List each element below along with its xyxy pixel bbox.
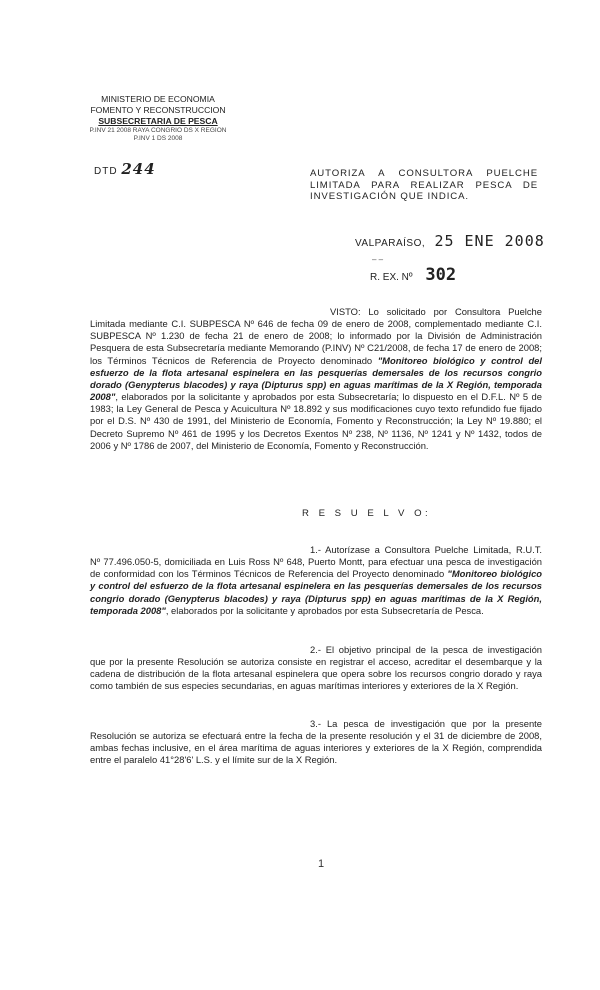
ministry-subname: FOMENTO Y RECONSTRUCCION (90, 105, 226, 115)
article-1-text-1: R.U.T. Nº 77.496.050-5, domiciliada en Luis Ross Nº 648, Puerto Montt, para efectuar una pesca de investigación de conformidad con los Términos Técnicos de Referencia del Proyecto denominado (90, 544, 542, 580)
project-title: "Monitoreo biológico y control del esfuerzo de la flota artesanal espinelera en las pesquerías demersales de los recursos congrio dorado (Genypterus blacodes) y raya (Dipturus spp) en aguas marítimas de la X Región, temporada 2008" (90, 354, 543, 403)
article-2-lead: 2.- El objetivo principal de la pesca de (310, 644, 484, 655)
subsecretaria-name: SUBSECRETARIA DE PESCA (98, 116, 218, 126)
article-3 (90, 718, 542, 767)
ministry-name: MINISTERIO DE ECONOMIA (101, 94, 215, 104)
page-mark: 1 (318, 858, 325, 870)
article-1-lead: 1.- Autorízase a Consultora Puelche Limitada, (310, 544, 512, 555)
visto-lead: VISTO: (330, 306, 361, 317)
visto-text-2: , elaborados por la solicitante y aprobados por esta Subsecretaría; lo dispuesto en el D.F.L. Nº 5 de 1983; la Ley General de Pesca y Acuicultura Nº 18.892 y sus modificaciones cuyo texto refundido fue fijado por el D.S. Nº 430 de 1991, del Ministerio de Economía, Fomento y Reconstrucción; la Ley Nº 19.880; el Decreto Supremo Nº 461 de 1995 y los Decretos Exentos Nº 238, Nº 1136, Nº 1241 y Nº 1432, todos de 2006 y Nº 1786 de 2007, del Ministerio de Economía, Fomento y Reconstrucción. (90, 391, 542, 451)
visto-text-1: Lo solicitado por Consultora Puelche Limitada mediante C.I. SUBPESCA Nº 646 de fecha 09 de enero de 2008, complementado mediante C.I. SUBPESCA Nº 1.230 de fecha 21 de enero de 2008; lo informado por la División de Administración Pesquera de esta Subsecretaría mediante Memorando (P.INV) Nº C21/2008, de fecha 17 de enero de 2008; los Términos Técnicos de Referencia de Proyecto denominado (90, 306, 542, 366)
article-3-lead: 3.- La pesca de investigación que por la presente (310, 718, 542, 729)
article-1 (90, 544, 542, 617)
article-2 (90, 644, 542, 693)
handwritten-reference (94, 160, 156, 178)
reference-prefix: DTD (94, 166, 118, 177)
date-stamp: 25 ENE 2008 (434, 232, 545, 250)
city-label: VALPARAÍSO, (355, 238, 426, 249)
divider-mark: – – (372, 255, 384, 264)
article-1-text-2: , elaborados por la solicitante y aprobados por esta Subsecretaría de Pesca. (165, 604, 484, 616)
visto-paragraph (90, 306, 542, 452)
ministry-header (58, 94, 258, 143)
resolution-number-value: 302 (425, 265, 457, 285)
file-reference: P.INV 21 2008 RAYA CONGRIO DS X REGION (89, 127, 227, 134)
resolution-number (370, 265, 456, 285)
article-2-text: investigación que por la presente Resolución se autoriza consiste en registrar el acceso, acreditar el desembarque y la cadena de distribución de la flota artesanal espinelera que opera sobre los recursos congrio dorado y raya como también de sus especies secundarias, en aguas marítimas interiores y exteriores de la X Región. (90, 644, 542, 692)
article-1-project-title: "Monitoreo biológico y control del esfuerzo de la flota artesanal espinelera en las pesquerías demersales de los recursos congrio dorado (Genypterus blacodes) y raya (Dipturus spp) en aguas marítimas de la X Región, temporada 2008" (90, 568, 543, 616)
article-3-text: Resolución se autoriza se efectuará entre la fecha de la presente resolución y el 31 de diciembre de 2008, ambas fechas inclusive, en el área marítima de aguas interiores y exteriores de la X Región, comprendida entre el paralelo 41°28'6' L.S. y el límite sur de la X Región. (90, 730, 542, 766)
resolution-label: R. EX. Nº (370, 272, 413, 283)
file-subreference: P.INV 1 DS 2008 (133, 135, 183, 142)
place-date (355, 232, 545, 250)
reference-number: 244 (121, 160, 156, 178)
resuelvo-heading: R E S U E L V O: (302, 508, 432, 519)
resolution-subject: AUTORIZA A CONSULTORA PUELCHE LIMITADA PARA REALIZAR PESCA DE INVESTIGACIÓN QUE INDICA. (310, 168, 538, 202)
